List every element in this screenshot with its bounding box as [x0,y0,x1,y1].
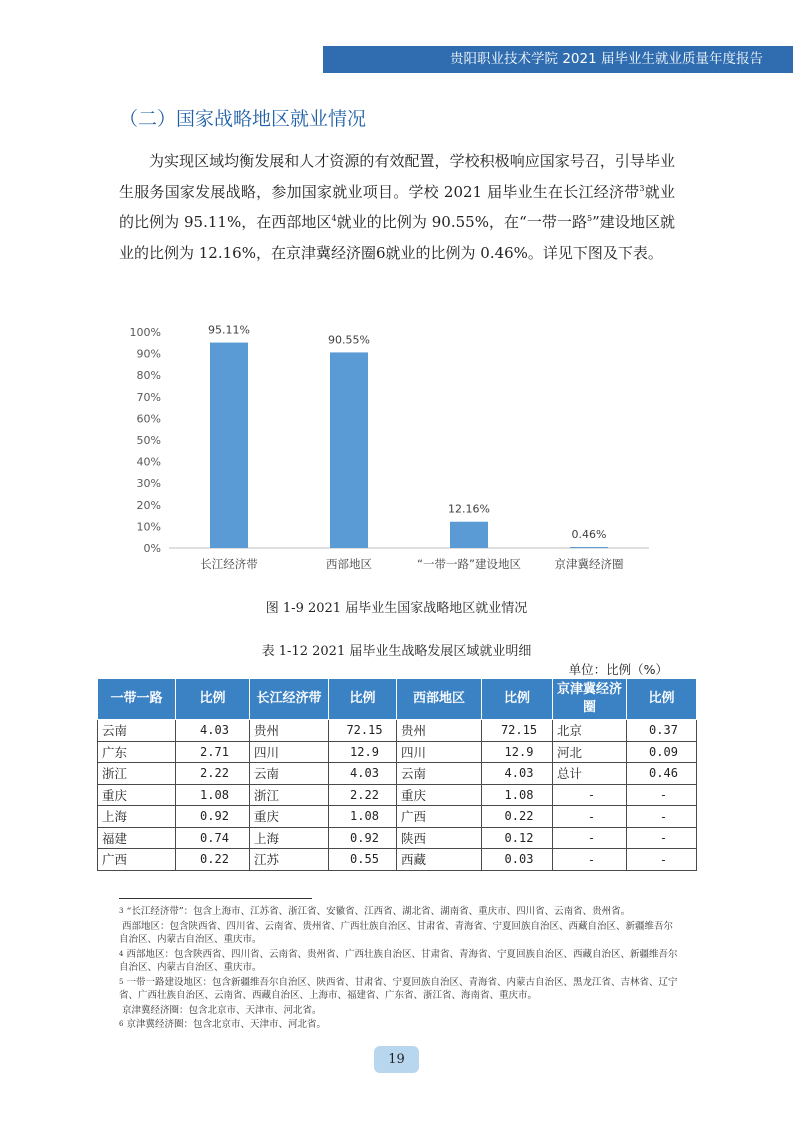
bar-value-label: 95.11% [208,323,250,337]
footnote [119,905,679,919]
bar [330,352,368,548]
category-label: “一带一路”建设地区 [417,557,521,571]
header-ratio: 比例 [176,679,250,720]
table-row [98,741,697,763]
ratio-cell: 0.37 [627,720,697,742]
footnote [119,1004,679,1018]
region-cell: 云南 [250,763,329,785]
footnote-mark: 4 [119,949,124,958]
paragraph-sentence-2: 就业的比例为 95.11%，在西部地区 [119,182,675,231]
region-cell: - [553,806,627,828]
region-cell: 云南 [98,720,176,742]
footnote-text: 西部地区：包含陕西省、四川省、云南省、贵州省、广西壮族自治区、甘肃省、青海省、宁夏回族自治区、西藏自治区、新疆维吾尔自治区、内蒙古自治区、重庆市。 [119,948,678,973]
ratio-cell: 0.22 [176,849,250,871]
ratio-cell: 0.09 [627,741,697,763]
category-label: 西部地区 [326,557,372,571]
page-number: 19 [374,1046,419,1073]
footnote-mark: 6 [119,1020,124,1028]
region-cell: 四川 [397,741,482,763]
bar-value-label: 90.55% [328,333,370,347]
region-cell: 重庆 [397,784,482,806]
region-cell: - [553,784,627,806]
header-western-region: 西部地区 [397,679,482,720]
header-ratio: 比例 [329,679,397,720]
y-tick-label: 0% [143,542,161,555]
region-employment-table [97,678,697,871]
ratio-cell: 4.03 [176,720,250,742]
y-tick-label: 30% [136,477,161,491]
ratio-cell: 4.03 [329,763,397,785]
region-cell: 陕西 [397,827,482,849]
ratio-cell: 72.15 [329,720,397,742]
footnote-text: 西部地区：包含陕西省、四川省、云南省、贵州省、广西壮族自治区、甘肃省、青海省、宁夏回族自治区、西藏自治区、新疆维吾尔自治区、内蒙古自治区、重庆市。 [119,920,674,945]
ratio-cell: 0.22 [482,806,553,828]
ratio-cell: 0.12 [482,827,553,849]
region-cell: 上海 [98,806,176,828]
ratio-cell: 4.03 [482,763,553,785]
region-cell: 北京 [553,720,627,742]
y-tick-label: 100% [129,326,161,339]
footnote [119,1018,679,1032]
category-label: 京津冀经济圈 [554,557,624,571]
footnotes [119,905,679,1033]
region-cell: 云南 [397,763,482,785]
y-tick-label: 50% [136,434,161,447]
paragraph-sentence-4: ”建设地区就业的比例为 12.16%，在京津冀经济圈6就业的比例为 0.46%。详见下图及下表。 [119,213,675,262]
region-cell: 总计 [553,763,627,785]
bar [450,522,488,548]
header-jingjinji: 京津冀经济圈 [553,679,627,720]
footnote-text: “长江经济带”：包含上海市、江苏省、浙江省、安徽省、江西省、湖北省、湖南省、重庆市、四川省、云南省、贵州省。 [126,906,631,917]
footnote-text: 一带一路建设地区：包含新疆维吾尔自治区、陕西省、甘肃省、宁夏回族自治区、青海省、内蒙古自治区、黑龙江省、吉林省、辽宁省、广西壮族自治区、云南省、西藏自治区、上海市、福建省、广东省、浙江省、海南省、重庆市。 [119,976,678,1001]
table-unit-label: 单位：比例（%） [568,662,668,677]
region-cell: 重庆 [98,784,176,806]
table-row [98,806,697,828]
ratio-cell: - [627,806,697,828]
ratio-cell: 0.55 [329,849,397,871]
paragraph-sentence-3: 就业的比例为 90.55%，在“一带一路 [336,213,587,231]
y-tick-label: 80% [136,369,161,383]
ratio-cell: 0.03 [482,849,553,871]
y-tick-label: 20% [136,498,161,512]
region-cell: 广西 [98,849,176,871]
table-row [98,763,697,785]
ratio-cell: 2.22 [329,784,397,806]
bar-value-label: 0.46% [571,528,607,542]
bar [210,343,248,548]
ratio-cell: - [627,849,697,871]
table-caption: 表 1-12 2021 届毕业生战略发展区域就业明细 [261,644,532,659]
region-cell: 贵州 [397,720,482,742]
region-cell: 广西 [397,806,482,828]
ratio-cell: - [627,784,697,806]
region-cell: 广东 [98,741,176,763]
region-cell: 西藏 [397,849,482,871]
ratio-cell: 0.92 [176,806,250,828]
ratio-cell: 1.08 [176,784,250,806]
header-belt-road: 一带一路 [98,679,176,720]
footnote-ref-3[interactable]: 3 [639,183,645,193]
footnote [119,948,679,975]
region-cell: 江苏 [250,849,329,871]
ratio-cell: 1.08 [482,784,553,806]
ratio-cell: 0.46 [627,763,697,785]
header-ratio: 比例 [627,679,697,720]
y-tick-label: 70% [136,390,161,404]
ratio-cell: 12.9 [482,741,553,763]
category-label: 长江经济带 [200,557,258,571]
footnote-divider [119,898,312,899]
region-cell: 河北 [553,741,627,763]
ratio-cell: 12.9 [329,741,397,763]
footnote-text: 京津冀经济圈：包含北京市、天津市、河北省。 [126,1019,326,1030]
intro-paragraph [119,146,675,268]
y-tick-label: 90% [136,347,161,361]
table-row [98,849,697,871]
report-header-title: 贵阳职业技术学院 2021 届毕业生就业质量年度报告 [450,51,763,67]
table-row [98,784,697,806]
region-cell: 四川 [250,741,329,763]
header-ratio: 比例 [482,679,553,720]
ratio-cell: 72.15 [482,720,553,742]
ratio-cell: 2.71 [176,741,250,763]
region-cell: 重庆 [250,806,329,828]
region-cell: - [553,827,627,849]
bar [570,547,608,548]
table-row [98,720,697,742]
table-header-row [98,679,697,720]
region-cell: 浙江 [98,763,176,785]
footnote [119,976,679,1003]
paragraph-sentence-1: 为实现区域均衡发展和人才资源的有效配置，学校积极响应国家号召，引导毕业生服务国家发展战略，参加国家就业项目。学校 2021 届毕业生在长江经济带 [119,152,675,201]
region-cell: - [553,849,627,871]
region-cell: 贵州 [250,720,329,742]
strategic-region-bar-chart [119,316,679,580]
bar-value-label: 12.16% [448,502,490,516]
footnote [119,920,679,947]
ratio-cell: 1.08 [329,806,397,828]
section-title: （二）国家战略地区就业情况 [119,108,367,130]
y-tick-label: 40% [136,455,161,469]
region-cell: 福建 [98,827,176,849]
footnote-ref-4[interactable]: 4 [331,214,337,223]
report-header-bar [323,46,793,73]
y-tick-label: 60% [136,412,161,426]
footnote-text: 京津冀经济圈：包含北京市、天津市、河北省。 [122,1004,322,1016]
figure-caption: 图 1-9 2021 届毕业生国家战略地区就业情况 [265,601,528,616]
ratio-cell: - [627,827,697,849]
table-row [98,827,697,849]
footnote-mark: 5 [119,977,124,986]
region-cell: 浙江 [250,784,329,806]
footnote-ref-5[interactable]: 5 [587,214,593,223]
ratio-cell: 0.92 [329,827,397,849]
header-yangtze-belt: 长江经济带 [250,679,329,720]
ratio-cell: 2.22 [176,763,250,785]
ratio-cell: 0.74 [176,827,250,849]
footnote-mark: 3 [119,907,124,915]
y-tick-label: 10% [136,520,161,534]
region-cell: 上海 [250,827,329,849]
